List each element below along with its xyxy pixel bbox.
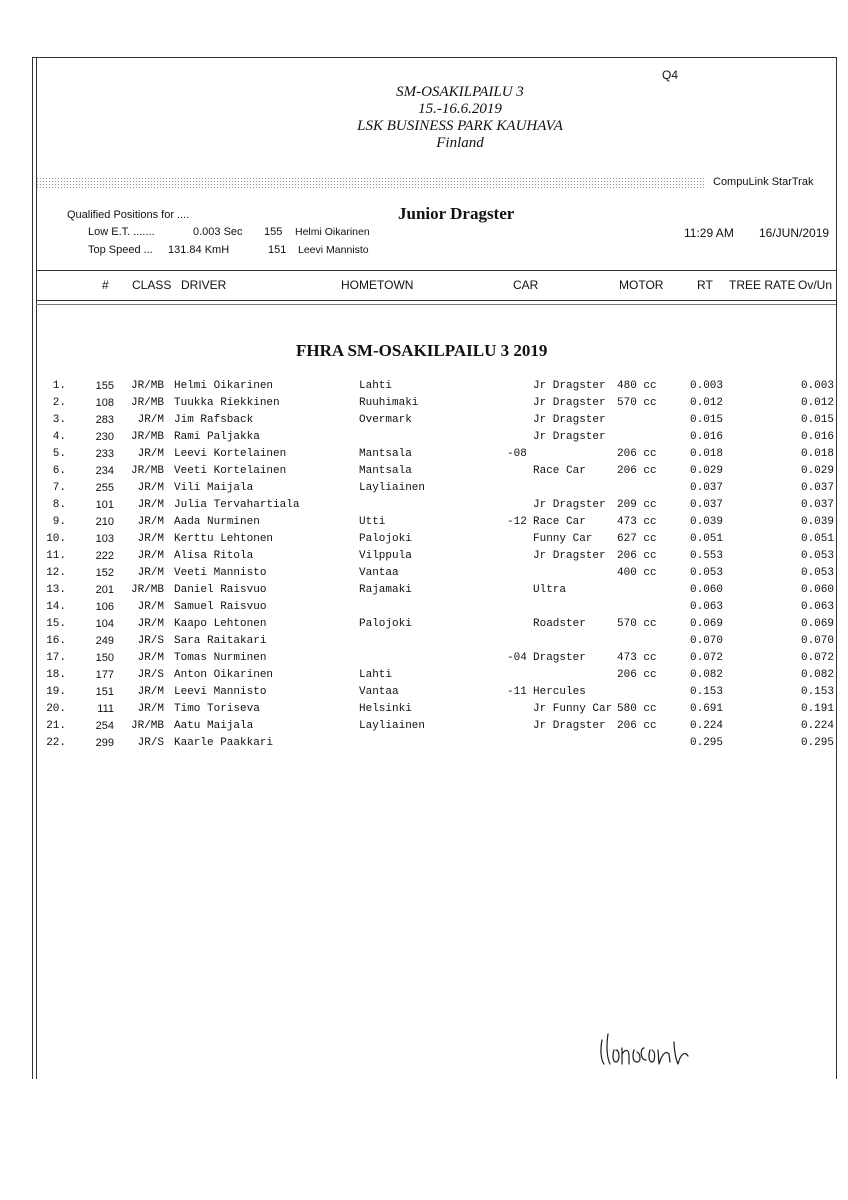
table-row (0, 601, 848, 618)
row-car: Jr Dragster (533, 720, 606, 732)
table-row (0, 720, 848, 737)
row-motor: 473 cc (617, 516, 657, 528)
row-motor: 206 cc (617, 465, 657, 477)
low-et-driver: Helmi Oikarinen (295, 226, 370, 238)
row-driver: Julia Tervahartiala (174, 499, 300, 511)
col-tree-rate: TREE RATE (729, 278, 796, 292)
row-class: JR/MB (130, 431, 164, 443)
row-driver: Aada Nurminen (174, 516, 260, 528)
row-car-year: -08 (507, 448, 527, 460)
row-rt: 0.018 (690, 448, 724, 460)
row-driver: Vili Maijala (174, 482, 254, 494)
row-car-number: 233 (95, 448, 114, 460)
low-et-label: Low E.T. ....... (88, 226, 155, 238)
row-rt: 0.016 (690, 431, 724, 443)
row-class: JR/M (137, 533, 164, 545)
row-driver: Veeti Kortelainen (174, 465, 287, 477)
row-position: 15. (46, 618, 66, 630)
row-driver: Aatu Maijala (174, 720, 254, 732)
top-speed-label: Top Speed ... (88, 244, 153, 256)
row-class: JR/M (137, 686, 164, 698)
row-position: 4. (52, 431, 66, 443)
low-et-value: 0.003 Sec (193, 226, 243, 238)
report-time: 11:29 AM (684, 226, 734, 240)
row-hometown: Layliainen (359, 720, 426, 732)
row-driver: Samuel Raisvuo (174, 601, 267, 613)
table-row (0, 414, 848, 431)
row-rt: 0.072 (690, 652, 724, 664)
row-class: JR/M (137, 482, 164, 494)
row-rt: 0.063 (690, 601, 724, 613)
col-class: CLASS (132, 278, 172, 292)
row-car-number: 177 (95, 669, 114, 681)
table-row (0, 584, 848, 601)
row-driver: Timo Toriseva (174, 703, 260, 715)
row-class: JR/S (137, 635, 164, 647)
row-rt: 0.060 (690, 584, 724, 596)
row-car: Roadster (533, 618, 586, 630)
col-motor: MOTOR (619, 278, 664, 292)
row-hometown: Rajamaki (359, 584, 412, 596)
row-motor: 480 cc (617, 380, 657, 392)
row-class: JR/S (137, 669, 164, 681)
row-class: JR/MB (130, 465, 164, 477)
row-car-number: 101 (95, 499, 114, 511)
class-title: Junior Dragster (398, 204, 515, 223)
row-ovun: 0.224 (800, 720, 834, 732)
row-class: JR/MB (130, 720, 164, 732)
row-position: 18. (46, 669, 66, 681)
row-hometown: Vantaa (359, 567, 399, 579)
header-rule-bottom-2 (36, 304, 836, 305)
row-car-number: 234 (95, 465, 114, 477)
row-car-year: -12 (507, 516, 527, 528)
row-rt: 0.295 (690, 737, 724, 749)
row-driver: Daniel Raisvuo (174, 584, 267, 596)
row-position: 14. (46, 601, 66, 613)
row-car: Jr Funny Car (533, 703, 613, 715)
row-ovun: 0.012 (800, 397, 834, 409)
row-motor: 570 cc (617, 618, 657, 630)
table-row (0, 618, 848, 635)
top-border (32, 57, 836, 58)
row-rt: 0.553 (690, 550, 724, 562)
row-rt: 0.153 (690, 686, 724, 698)
row-motor: 580 cc (617, 703, 657, 715)
row-class: JR/M (137, 601, 164, 613)
row-position: 19. (46, 686, 66, 698)
row-car-number: 111 (97, 703, 114, 715)
row-car-number: 106 (95, 601, 114, 613)
table-row (0, 482, 848, 499)
row-driver: Veeti Mannisto (174, 567, 267, 579)
row-position: 12. (46, 567, 66, 579)
row-car: Jr Dragster (533, 431, 606, 443)
table-row (0, 516, 848, 533)
row-rt: 0.037 (690, 499, 724, 511)
row-driver: Kerttu Lehtonen (174, 533, 274, 545)
table-row (0, 686, 848, 703)
row-position: 9. (52, 516, 66, 528)
row-position: 11. (46, 550, 66, 562)
row-ovun: 0.037 (800, 482, 834, 494)
row-position: 7. (52, 482, 66, 494)
row-rt: 0.069 (690, 618, 724, 630)
row-motor: 473 cc (617, 652, 657, 664)
row-car: Dragster (533, 652, 586, 664)
row-hometown: Utti (359, 516, 386, 528)
row-car-number: 151 (95, 686, 114, 698)
row-hometown: Ruuhimaki (359, 397, 419, 409)
row-rt: 0.691 (690, 703, 724, 715)
row-rt: 0.224 (690, 720, 724, 732)
row-car-number: 152 (95, 567, 114, 579)
table-row (0, 533, 848, 550)
row-ovun: 0.029 (800, 465, 834, 477)
low-et-num: 155 (264, 226, 283, 238)
row-position: 20. (46, 703, 66, 715)
row-class: JR/M (137, 550, 164, 562)
table-row (0, 567, 848, 584)
row-motor: 400 cc (617, 567, 657, 579)
row-hometown: Lahti (359, 669, 393, 681)
row-hometown: Overmark (359, 414, 412, 426)
row-ovun: 0.053 (800, 567, 834, 579)
row-position: 3. (52, 414, 66, 426)
row-position: 17. (46, 652, 66, 664)
table-row (0, 737, 848, 754)
row-car-number: 201 (95, 584, 114, 596)
row-car-number: 283 (95, 414, 114, 426)
row-position: 5. (52, 448, 66, 460)
row-driver: Helmi Oikarinen (174, 380, 274, 392)
row-rt: 0.051 (690, 533, 724, 545)
row-ovun: 0.015 (800, 414, 834, 426)
row-car: Race Car (533, 516, 586, 528)
row-ovun: 0.295 (800, 737, 834, 749)
col-hometown: HOMETOWN (341, 278, 414, 292)
dotted-band (36, 177, 704, 188)
event-dates: 15.-16.6.2019 (418, 101, 502, 117)
row-ovun: 0.037 (800, 499, 834, 511)
row-class: JR/S (137, 737, 164, 749)
table-row (0, 448, 848, 465)
row-ovun: 0.082 (800, 669, 834, 681)
row-ovun: 0.060 (800, 584, 834, 596)
row-class: JR/M (137, 448, 164, 460)
row-motor: 206 cc (617, 448, 657, 460)
row-rt: 0.039 (690, 516, 724, 528)
row-rt: 0.053 (690, 567, 724, 579)
row-driver: Kaapo Lehtonen (174, 618, 267, 630)
signature (596, 1020, 696, 1080)
qualified-label: Qualified Positions for .... (67, 209, 190, 221)
row-motor: 627 cc (617, 533, 657, 545)
row-position: 8. (52, 499, 66, 511)
row-car-number: 108 (95, 397, 114, 409)
table-row (0, 499, 848, 516)
row-rt: 0.003 (690, 380, 724, 392)
row-class: JR/M (137, 652, 164, 664)
table-row (0, 465, 848, 482)
row-motor: 209 cc (617, 499, 657, 511)
top-speed-num: 151 (268, 244, 287, 256)
row-class: JR/M (137, 618, 164, 630)
table-row (0, 703, 848, 720)
row-ovun: 0.153 (800, 686, 834, 698)
software-label: CompuLink StarTrak (713, 176, 814, 188)
row-car-number: 254 (95, 720, 114, 732)
top-speed-driver: Leevi Mannisto (298, 244, 369, 256)
row-driver: Leevi Kortelainen (174, 448, 287, 460)
row-position: 10. (46, 533, 66, 545)
row-motor: 570 cc (617, 397, 657, 409)
col-ovun: Ov/Un (798, 278, 833, 292)
row-car: Ultra (533, 584, 567, 596)
row-car-number: 150 (95, 652, 114, 664)
row-hometown: Vantaa (359, 686, 399, 698)
row-class: JR/M (137, 703, 164, 715)
row-ovun: 0.051 (800, 533, 834, 545)
event-name: SM-OSAKILPAILU 3 (396, 84, 524, 100)
row-ovun: 0.072 (800, 652, 834, 664)
row-motor: 206 cc (617, 669, 657, 681)
row-rt: 0.012 (690, 397, 724, 409)
report-date: 16/JUN/2019 (759, 226, 830, 240)
row-car-number: 299 (95, 737, 114, 749)
row-car: Jr Dragster (533, 380, 606, 392)
row-rt: 0.037 (690, 482, 724, 494)
row-ovun: 0.053 (800, 550, 834, 562)
row-position: 13. (46, 584, 66, 596)
table-row (0, 550, 848, 567)
country: Finland (436, 135, 484, 151)
col-rt: RT (697, 278, 713, 292)
row-car-number: 210 (95, 516, 114, 528)
row-ovun: 0.070 (800, 635, 834, 647)
section-title: FHRA SM-OSAKILPAILU 3 2019 (296, 341, 548, 360)
row-class: JR/M (137, 414, 164, 426)
row-car-number: 103 (95, 533, 114, 545)
row-hometown: Layliainen (359, 482, 426, 494)
table-row (0, 635, 848, 652)
venue: LSK BUSINESS PARK KAUHAVA (357, 118, 563, 134)
row-car: Race Car (533, 465, 586, 477)
row-motor: 206 cc (617, 720, 657, 732)
row-car-number: 104 (95, 618, 114, 630)
row-car: Funny Car (533, 533, 593, 545)
row-position: 21. (46, 720, 66, 732)
row-position: 6. (52, 465, 66, 477)
row-car-number: 222 (95, 550, 114, 562)
row-driver: Alisa Ritola (174, 550, 254, 562)
row-ovun: 0.003 (800, 380, 834, 392)
row-ovun: 0.069 (800, 618, 834, 630)
row-rt: 0.029 (690, 465, 724, 477)
col-num: # (102, 278, 109, 292)
row-driver: Sara Raitakari (174, 635, 267, 647)
row-driver: Anton Oikarinen (174, 669, 274, 681)
row-position: 22. (46, 737, 66, 749)
row-ovun: 0.016 (800, 431, 834, 443)
row-class: JR/MB (130, 380, 164, 392)
row-ovun: 0.191 (800, 703, 834, 715)
row-position: 16. (46, 635, 66, 647)
row-car-number: 255 (95, 482, 114, 494)
table-row (0, 669, 848, 686)
row-hometown: Helsinki (359, 703, 412, 715)
row-car: Hercules (533, 686, 586, 698)
row-hometown: Palojoki (359, 618, 412, 630)
row-hometown: Mantsala (359, 448, 412, 460)
row-car-year: -11 (507, 686, 527, 698)
row-car: Jr Dragster (533, 397, 606, 409)
row-class: JR/M (137, 516, 164, 528)
row-hometown: Vilppula (359, 550, 412, 562)
header-rule-top (36, 270, 836, 271)
row-rt: 0.015 (690, 414, 724, 426)
row-driver: Rami Paljakka (174, 431, 260, 443)
row-class: JR/MB (130, 397, 164, 409)
row-hometown: Palojoki (359, 533, 412, 545)
row-class: JR/MB (130, 584, 164, 596)
row-ovun: 0.063 (800, 601, 834, 613)
row-car-number: 230 (95, 431, 114, 443)
row-ovun: 0.039 (800, 516, 834, 528)
row-car: Jr Dragster (533, 414, 606, 426)
col-car: CAR (513, 278, 539, 292)
table-row (0, 652, 848, 669)
row-position: 2. (52, 397, 66, 409)
row-car-number: 155 (95, 380, 114, 392)
row-position: 1. (52, 380, 66, 392)
table-row (0, 380, 848, 397)
row-ovun: 0.018 (800, 448, 834, 460)
row-rt: 0.082 (690, 669, 724, 681)
row-driver: Tomas Nurminen (174, 652, 267, 664)
row-car-year: -04 (507, 652, 527, 664)
top-speed-value: 131.84 KmH (168, 244, 230, 256)
table-row (0, 431, 848, 448)
row-car: Jr Dragster (533, 499, 606, 511)
row-rt: 0.070 (690, 635, 724, 647)
row-driver: Jim Rafsback (174, 414, 254, 426)
col-driver: DRIVER (181, 278, 227, 292)
row-hometown: Mantsala (359, 465, 412, 477)
row-car: Jr Dragster (533, 550, 606, 562)
header-rule-bottom (36, 300, 836, 301)
row-driver: Tuukka Riekkinen (174, 397, 280, 409)
table-row (0, 397, 848, 414)
row-class: JR/M (137, 499, 164, 511)
row-hometown: Lahti (359, 380, 393, 392)
row-motor: 206 cc (617, 550, 657, 562)
row-class: JR/M (137, 567, 164, 579)
row-driver: Leevi Mannisto (174, 686, 267, 698)
row-car-number: 249 (95, 635, 114, 647)
page-code: Q4 (662, 68, 679, 82)
row-driver: Kaarle Paakkari (174, 737, 274, 749)
